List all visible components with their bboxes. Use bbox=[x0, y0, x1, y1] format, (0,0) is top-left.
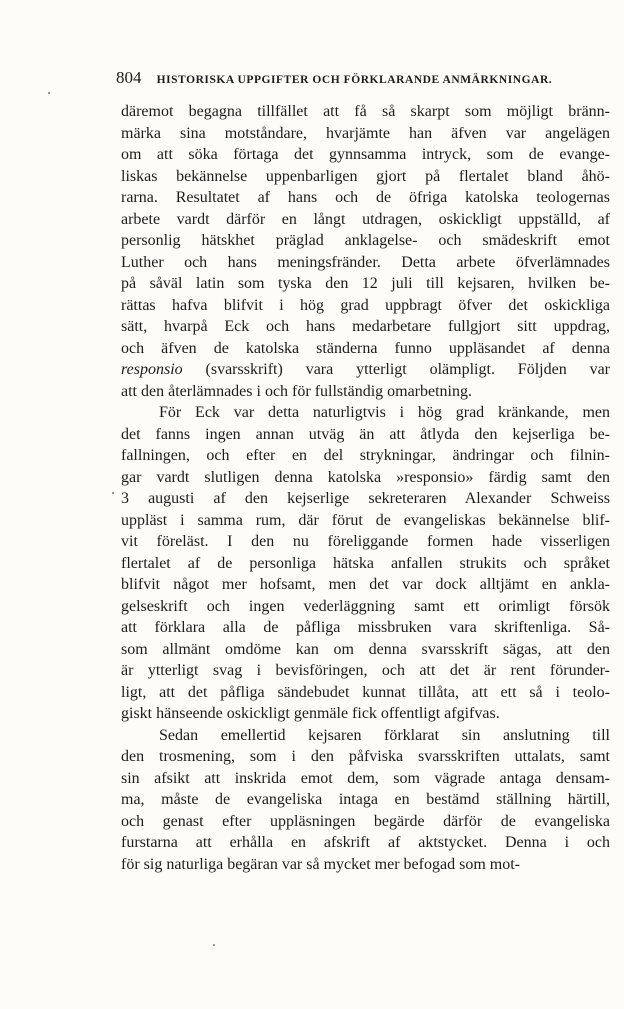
text-line: ligt, att det påfliga sändebudet kunnat tillåta, att ett så i teolo- bbox=[121, 683, 610, 701]
text-line: det fanns ingen annan utväg än att åtlyda den kejserliga be- bbox=[121, 425, 610, 443]
text-line: ma, måste de evangeliska intaga en bestämd ställning härtill, bbox=[121, 791, 610, 808]
text-line: den trosmening, som i den påfviska svarsskriften uttalats, samt bbox=[121, 748, 610, 765]
text-line: på såväl latin som tyska den 12 juli till kejsaren, hvilken be- bbox=[121, 275, 610, 292]
paragraph-start-line: Sedan emellertid kejsaren förklarat sin anslutning till bbox=[159, 726, 610, 744]
text-line: rättas hafva blifvit i hög grad uppbragt öfver det oskickliga bbox=[121, 296, 610, 314]
text-fragment: (svarsskrift) vara ytterligt olämpligt. Följden var bbox=[182, 361, 610, 378]
text-line: att den återlämnades i och för fullständig omarbetning. bbox=[121, 382, 472, 400]
text-line: är ytterligt svag i bevisföringen, och att det är rent förunder- bbox=[121, 662, 610, 679]
text-line: giskt hänseende oskickligt genmäle fick offentligt afgifvas. bbox=[121, 705, 500, 722]
italic-term: responsio bbox=[121, 361, 183, 378]
text-line: däremot begagna tillfället att få så skarpt som möjligt bränn- bbox=[121, 103, 610, 120]
scan-speck bbox=[213, 944, 215, 946]
text-line: om att söka förtaga det gynnsamma intryck, som de evange- bbox=[121, 146, 610, 163]
paragraph-start-line: För Eck var detta naturligtvis i hög grad kränkande, men bbox=[159, 404, 610, 421]
text-line: liskas bekännelse uppenbarligen gjort på flertalet bland åhö- bbox=[121, 167, 610, 185]
text-line: gelseskrift och ingen vederläggning samt ett orimligt försök bbox=[121, 597, 610, 615]
text-line: och genast efter uppläsningen begärde därför de evangeliska bbox=[121, 812, 610, 830]
text-line: och äfven de katolska ständerna funno uppläsandet af denna bbox=[121, 339, 610, 357]
text-line: personlig hätskhet präglad anklagelse- och smädeskrift emot bbox=[121, 232, 610, 249]
text-line: att förklara alla de påfliga missbruken vara skriftenliga. Så- bbox=[121, 619, 610, 636]
text-line-with-italic bbox=[121, 359, 610, 381]
text-line: vit föreläst. I den nu föreliggande formen hade visserligen bbox=[121, 533, 610, 550]
text-line: blifvit något mer hofsamt, men det var dock alltjämt en ankla- bbox=[121, 576, 610, 593]
scan-speck bbox=[112, 492, 114, 494]
text-line: för sig naturliga begäran var så mycket mer befogad som mot- bbox=[121, 855, 520, 873]
text-line: rarna. Resultatet af hans och de öfriga katolska teologernas bbox=[121, 189, 610, 206]
text-line: furstarna att erhålla en afskrift af aktstycket. Denna i och bbox=[121, 834, 610, 851]
text-line: 3 augusti af den kejserlige sekreteraren Alexander Schweiss bbox=[121, 490, 610, 507]
text-line: märka sina motståndare, hvarjämte han äfven var angelägen bbox=[121, 124, 610, 142]
text-line: Luther och hans meningsfränder. Detta arbete öfverlämnades bbox=[121, 253, 610, 271]
text-line: arbete vardt därför en långt utdragen, oskickligt uppställd, af bbox=[121, 210, 610, 228]
body-text bbox=[121, 101, 610, 875]
page-header bbox=[116, 68, 616, 90]
text-line: som allmänt omdöme kan om denna svarsskrift sägas, att den bbox=[121, 640, 610, 658]
text-line: gar vardt slutligen denna katolska »responsio» färdig samt den bbox=[121, 468, 610, 486]
scan-speck bbox=[48, 92, 50, 94]
text-line: sätt, hvarpå Eck och hans medarbetare fullgjort sitt uppdrag, bbox=[121, 318, 610, 335]
text-line: sin afsikt att inskrida emot dem, som vägrade antaga densam- bbox=[121, 769, 610, 787]
page-number: 804 bbox=[116, 68, 142, 87]
text-line: uppläst i samma rum, där förut de evangeliskas bekännelse blif- bbox=[121, 511, 610, 529]
text-line: flertalet af de personliga hätska anfallen strukits och språket bbox=[121, 554, 610, 572]
running-head: HISTORISKA UPPGIFTER OCH FÖRKLARANDE ANMÄRKNINGAR. bbox=[156, 74, 553, 86]
text-line: fallningen, och efter en del strykningar, ändringar och filnin- bbox=[121, 447, 610, 464]
